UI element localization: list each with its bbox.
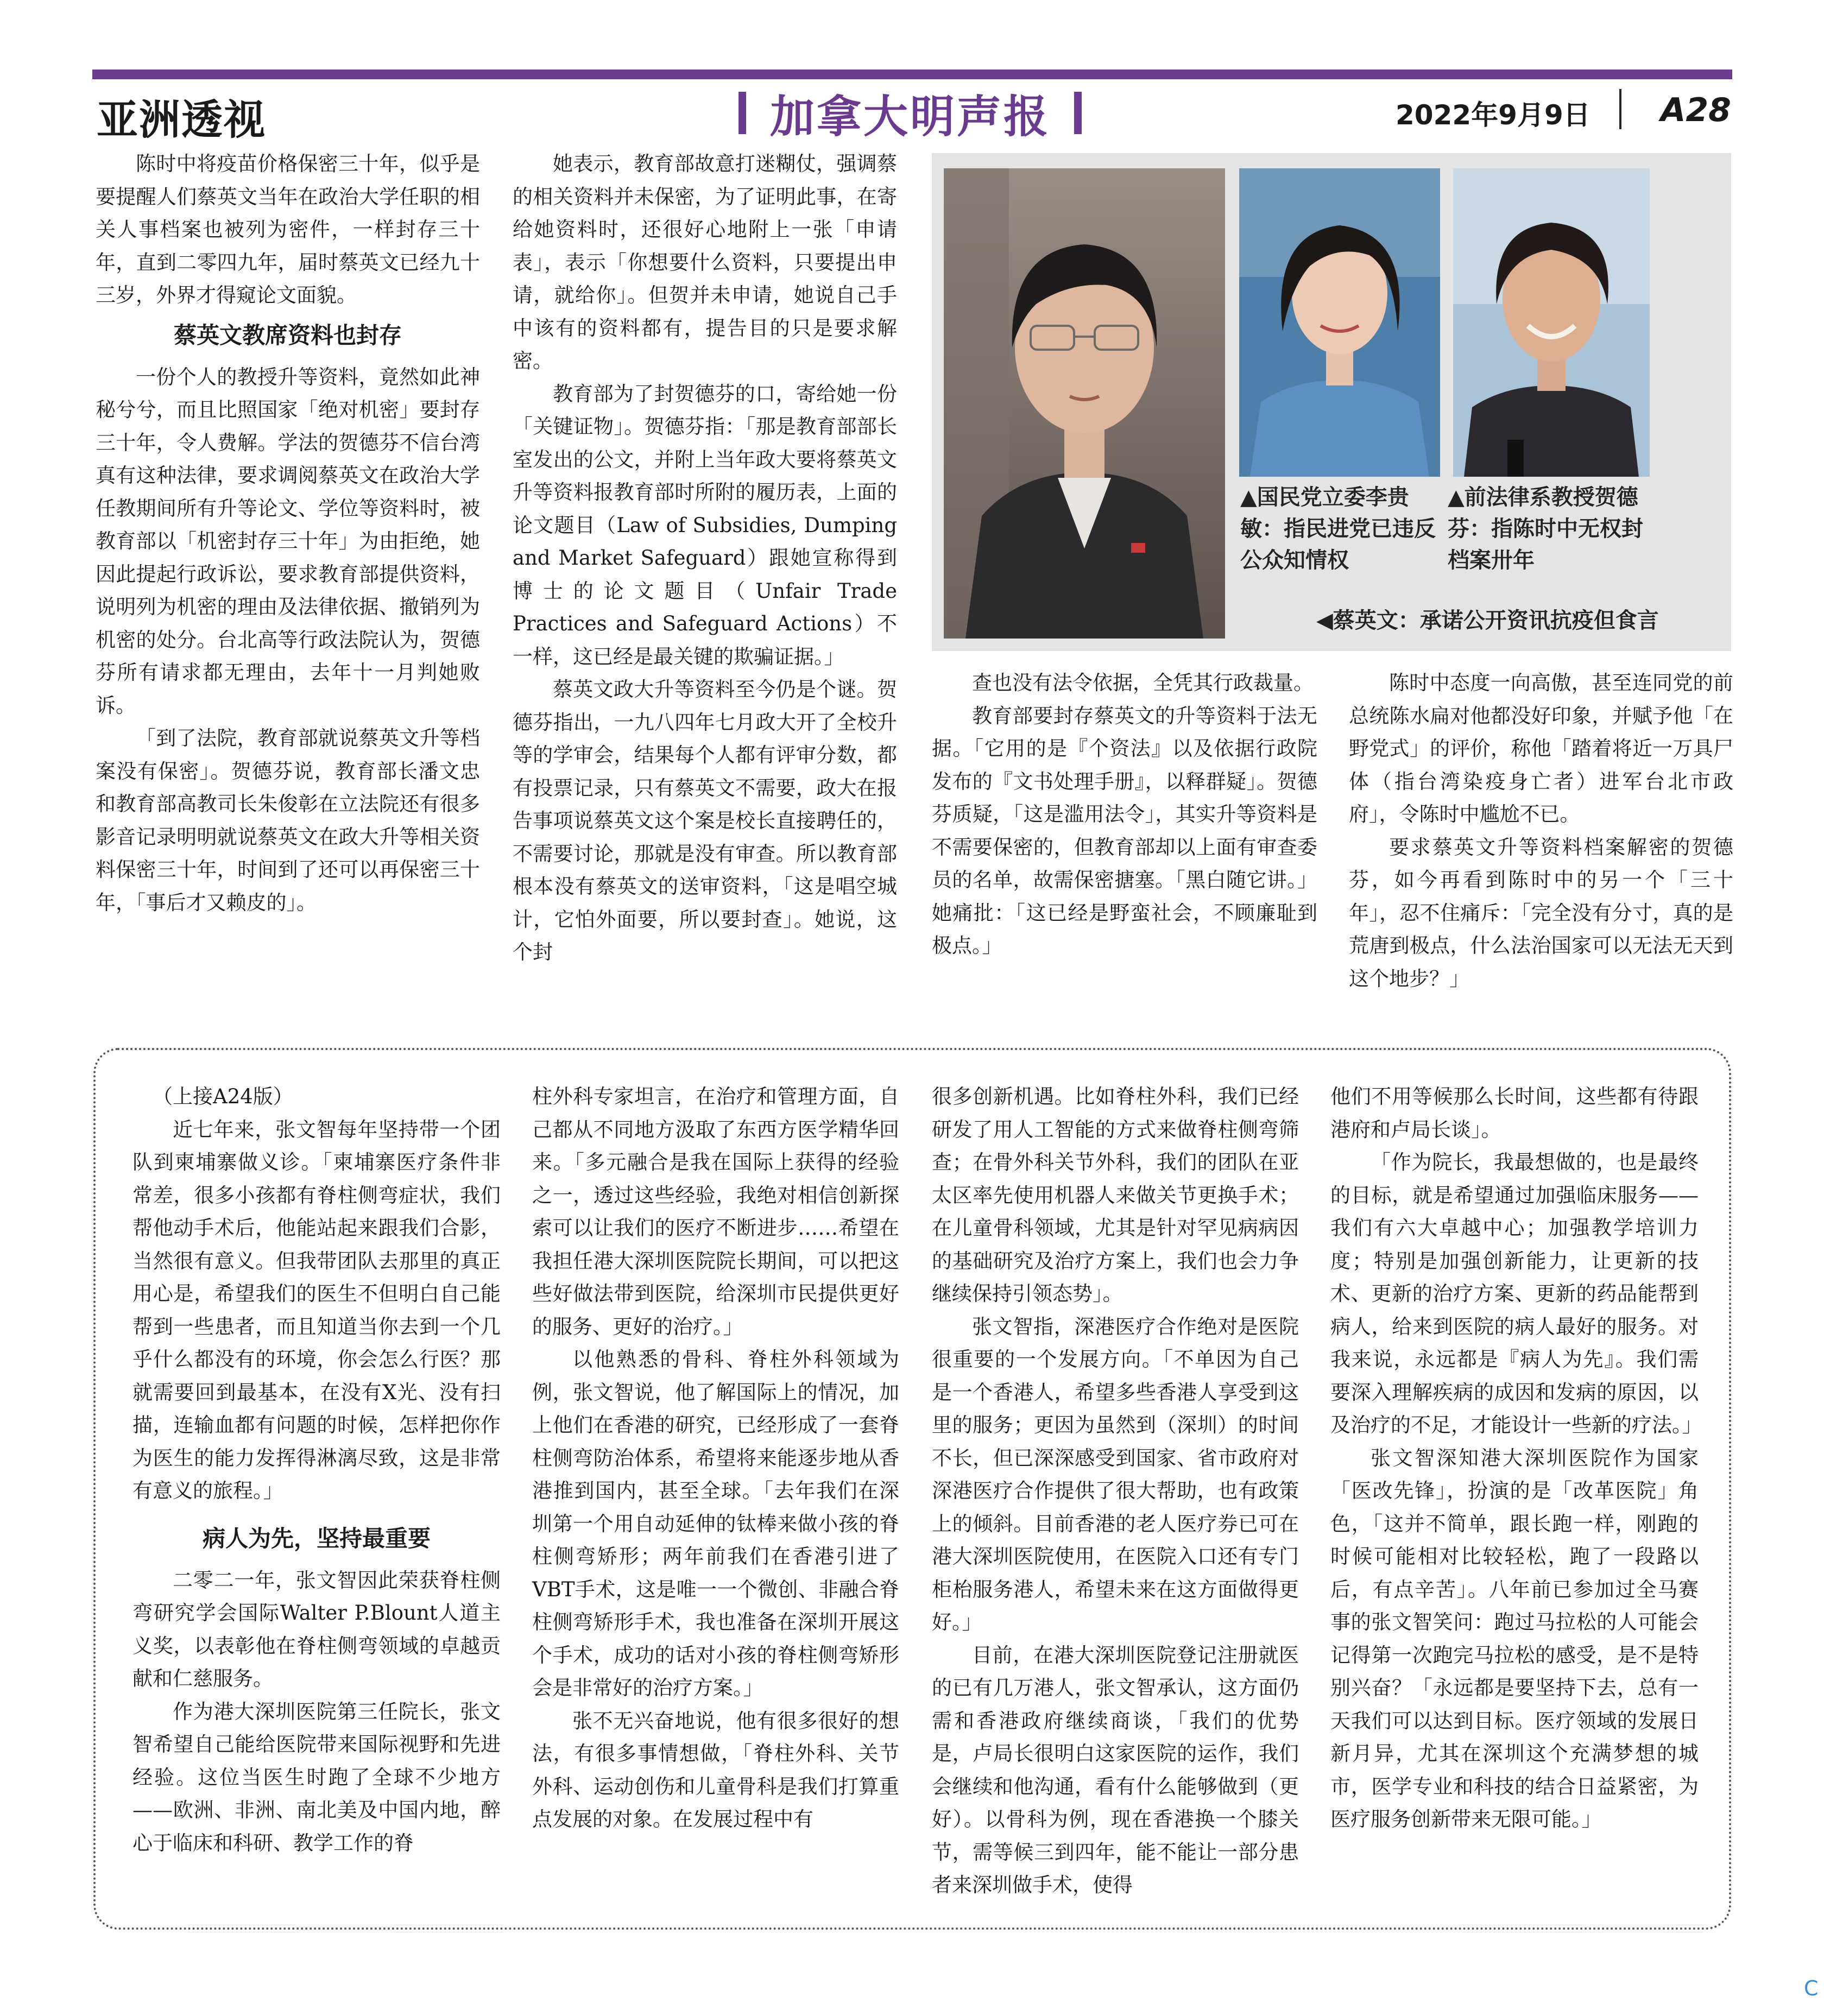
li-gui-min-photo xyxy=(1239,168,1440,477)
article2-column-1 xyxy=(132,1080,501,1860)
masthead xyxy=(739,86,1082,143)
paragraph: 「作为院长，我最想做的，也是最终的目标，就是希望通过加强临床服务——我们有六大卓越中心；加强教学培训力度；特别是加强创新能力，让更新的技术、更新的治疗方案、更新的药品能帮到病人，给来到医院的病人最好的服务。对我来说，永远都是『病人为先』。我们需要深入理解疾病的成因和发病的原因，以及治疗的不足，才能设计一些新的疗法。」 xyxy=(1330,1151,1702,1437)
paragraph: 二零二一年，张文智因此荣获脊柱侧弯研究学会国际Walter P.Blount人道主义奖，以表彰他在脊柱侧弯领域的卓越贡献和仁慈服务。 xyxy=(132,1568,501,1690)
article1-column-1 xyxy=(96,148,480,919)
paragraph: 他们不用等候那么长时间，这些都有待跟港府和卢局长谈」。 xyxy=(1330,1085,1699,1141)
paragraph: 张不无兴奋地说，他有很多很好的想法，有很多事情想做，「脊柱外科、关节外科、运动创伤和儿童骨科是我们打算重点发展的对象。在发展过程中有 xyxy=(532,1709,899,1831)
article2-column-4 xyxy=(1330,1080,1702,1836)
caption-li-gui-min: ▲国民党立委李贵敏：指民进党已违反公众知情权 xyxy=(1240,485,1436,573)
article1-column-3 xyxy=(932,667,1317,963)
continued-from-note: （上接A24版） xyxy=(153,1085,293,1108)
photo-panel xyxy=(932,153,1731,651)
paragraph: 陈时中态度一向高傲，甚至连同党的前总统陈水扁对他都没好印象，并赋予他「在野党式」的评价，称他「踏着将近一万具尸体（指台湾染疫身亡者）进军台北市政府」，令陈时中尴尬不已。 xyxy=(1349,671,1733,826)
article1-column-2 xyxy=(513,148,897,969)
paragraph: 蔡英文政大升等资料至今仍是个谜。贺德芬指出，一九八四年七月政大开了全校升等的学审会，结果每个人都有评审分数，都有投票记录，只有蔡英文不需要，政大在报告事项说蔡英文这个案是校长直接聘任的，不需要讨论，那就是没有审查。所以教育部根本没有蔡英文的送审资料，「这是唱空城计，它怕外面要，所以要封查」。她说，这个封 xyxy=(513,678,897,964)
article2-column-3 xyxy=(932,1080,1299,1902)
masthead-title: 加拿大明声报 xyxy=(770,91,1051,143)
masthead-bar-left xyxy=(739,92,746,134)
paragraph: 作为港大深圳医院第三任院长，张文智希望自己能给医院带来国际视野和先进经验。这位当医生时跑了全球不少地方——欧洲、非洲、南北美及中国内地，醉心于临床和科研、教学工作的脊 xyxy=(132,1699,501,1855)
paragraph: 「到了法院，教育部就说蔡英文升等档案没有保密」。贺德芬说，教育部长潘文忠和教育部高教司长朱俊彰在立法院还有很多影音记录明明就说蔡英文在政大升等相关资料保密三十年，时间到了还可以再保密三十年，「事后才又赖皮的」。 xyxy=(96,726,480,914)
paragraph: 陈时中将疫苗价格保密三十年，似乎是要提醒人们蔡英文当年在政治大学任职的相关人事档案也被列为密件，一样封存三十年，直到二零四九年，届时蔡英文已经九十三岁，外界才得窥论文面貌。 xyxy=(96,152,480,307)
caption-tsai-ing-wen: ◀蔡英文：承诺公开资讯抗疫但食言 xyxy=(1316,608,1659,633)
paragraph: 她表示，教育部故意打迷糊仗，强调蔡的相关资料并未保密，为了证明此事，在寄给她资料时，还很好心地附上一张「申请表」，表示「你想要什么资料，只要提出申请，就给你」。但贺并未申请，她说自己手中该有的资料都有，提告目的只是要求解密。 xyxy=(513,152,897,372)
article1-column-4 xyxy=(1349,667,1733,995)
paragraph: 近七年来，张文智每年坚持带一个团队到柬埔寨做义诊。「柬埔寨医疗条件非常差，很多小孩都有脊柱侧弯症状，我们帮他动手术后，他能站起来跟我们合影，当然很有意义。但我带团队去那里的真正用心是，希望我们的医生不但明白自己能帮到一些患者，而且知道当你去到一个几乎什么都没有的环境，你会怎么行医？那就需要回到最基本，在没有X光、没有扫描，连输血都有问题的时候，怎样把你作为医生的能力发挥得淋漓尽致，这是非常有意义的旅程。」 xyxy=(132,1117,501,1502)
paragraph: 一份个人的教授升等资料，竟然如此神秘兮兮，而且比照国家「绝对机密」要封存三十年，令人费解。学法的贺德芬不信台湾真有这种法律，要求调阅蔡英文在政治大学任教期间所有升等论文、学位等资料时，被教育部以「机密封存三十年」为由拒绝，她因此提起行政诉讼，要求教育部提供资料，说明列为机密的理由及法律依据、撤销列为机密的处分。台北高等行政法院认为，贺德芬所有请求都无理由，去年十一月判她败诉。 xyxy=(96,365,480,717)
tsai-ing-wen-photo xyxy=(944,168,1225,639)
paragraph: 很多创新机遇。比如脊柱外科，我们已经研发了用人工智能的方式来做脊柱侧弯筛查；在骨外科关节外科，我们的团队在亚太区率先使用机器人来做关节更换手术；在儿童骨科领域，尤其是针对罕见病病因的基础研究及治疗方案上，我们也会力争继续保持引领态势」。 xyxy=(932,1085,1299,1305)
paragraph: 教育部为了封贺德芬的口，寄给她一份「关键证物」。贺德芬指：「那是教育部部长室发出的公文，并附上当年政大要将蔡英文升等资料报教育部时所附的履历表，上面的论文题目（Law of Subsidies, Dumping and Market Safeguard）跟她宣称得到博士的论文题目（Unfair Trade Practices and Safeguard Actions）不一样，这已经是最关键的欺骗证据。」 xyxy=(513,382,897,668)
paragraph: 柱外科专家坦言，在治疗和管理方面，自己都从不同地方汲取了东西方医学精华回来。「多元融合是我在国际上获得的经验之一，透过这些经验，我绝对相信创新探索可以让我们的医疗不断进步……希望在我担任港大深圳医院院长期间，可以把这些好做法带到医院，给深圳市民提供更好的服务、更好的治疗。」 xyxy=(532,1085,899,1338)
paragraph: 张文智指，深港医疗合作绝对是医院很重要的一个发展方向。「不单因为自己是一个香港人，希望多些香港人享受到这里的服务；更因为虽然到（深圳）的时间不长，但已深深感受到国家、省市政府对深港医疗合作提供了很大帮助，也有政策上的倾斜。目前香港的老人医疗券已可在港大深圳医院使用，在医院入口还有专门柜枱服务港人，希望未来在这方面做得更好。」 xyxy=(932,1314,1299,1634)
article1-subheading: 蔡英文教席资料也封存 xyxy=(173,321,402,349)
paragraph: 以他熟悉的骨科、脊柱外科领域为例，张文智说，他了解国际上的情况，加上他们在香港的研究，已经形成了一套脊柱侧弯防治体系，希望将来能逐步地从香港推到国内，甚至全球。「去年我们在深圳第一个用自动延伸的钛棒来做小孩的脊柱侧弯矫形；两年前我们在香港引进了VBT手术，这是唯一一个微创、非融合脊柱侧弯矫形手术，我也准备在深圳开展这个手术，成功的话对小孩的脊柱侧弯矫形会是非常好的治疗方案。」 xyxy=(532,1348,899,1699)
issue-date: 2022年9月9日 xyxy=(1396,99,1591,131)
header-divider xyxy=(1619,89,1621,129)
corner-mark: C xyxy=(1804,1976,1819,2000)
paragraph: 教育部要封存蔡英文的升等资料于法无据。「它用的是『个资法』以及依据行政院发布的『文书处理手册』，以释群疑」。贺德芬质疑，「这是滥用法令」，其实升等资料是不需要保密的，但教育部却以上面有审查委员的名单，故需保密搪塞。「黑白随它讲。」她痛批：「这已经是野蛮社会，不顾廉耻到极点。」 xyxy=(932,704,1317,957)
caption-he-de-fen: ▲前法律系教授贺德芬：指陈时中无权封档案卅年 xyxy=(1448,485,1643,573)
masthead-bar-right xyxy=(1074,92,1082,134)
paragraph: 张文智深知港大深圳医院作为国家「医改先锋」，扮演的是「改革医院」角色，「这并不简单，跟长跑一样，刚跑的时候可能相对比较轻松，跑了一段路以后，有点辛苦」。八年前已参加过全马赛事的张文智笑问：跑过马拉松的人可能会记得第一次跑完马拉松的感受，是不是特别兴奋？「永远都是要坚持下去，总有一天我们可以达到目标。医疗领域的发展日新月异，尤其在深圳这个充满梦想的城市，医学专业和科技的结合日益紧密，为医疗服务创新带来无限可能。」 xyxy=(1330,1446,1699,1831)
page-number: A28 xyxy=(1661,91,1731,129)
header-rule xyxy=(92,69,1732,79)
paragraph: 要求蔡英文升等资料档案解密的贺德芬，如今再看到陈时中的另一个「三十年」，忍不住痛斥：「完全没有分寸，真的是荒唐到极点，什么法治国家可以无法无天到这个地步？」 xyxy=(1349,835,1733,990)
article2-subheading: 病人为先，坚持最重要 xyxy=(202,1525,431,1552)
paragraph: 查也没有法令依据，全凭其行政裁量。 xyxy=(972,671,1314,694)
article2-column-2 xyxy=(532,1080,899,1836)
section-title: 亚洲透视 xyxy=(97,96,266,144)
paragraph: 目前，在港大深圳医院登记注册就医的已有几万港人，张文智承认，这方面仍需和香港政府继续商谈，「我们的优势是，卢局长很明白这家医院的运作，我们会继续和他沟通，看有什么能够做到（更好）。以骨科为例，现在香港换一个膝关节，需等候三到四年，能不能让一部分患者来深圳做手术，使得 xyxy=(932,1643,1299,1897)
he-de-fen-photo xyxy=(1453,168,1650,477)
